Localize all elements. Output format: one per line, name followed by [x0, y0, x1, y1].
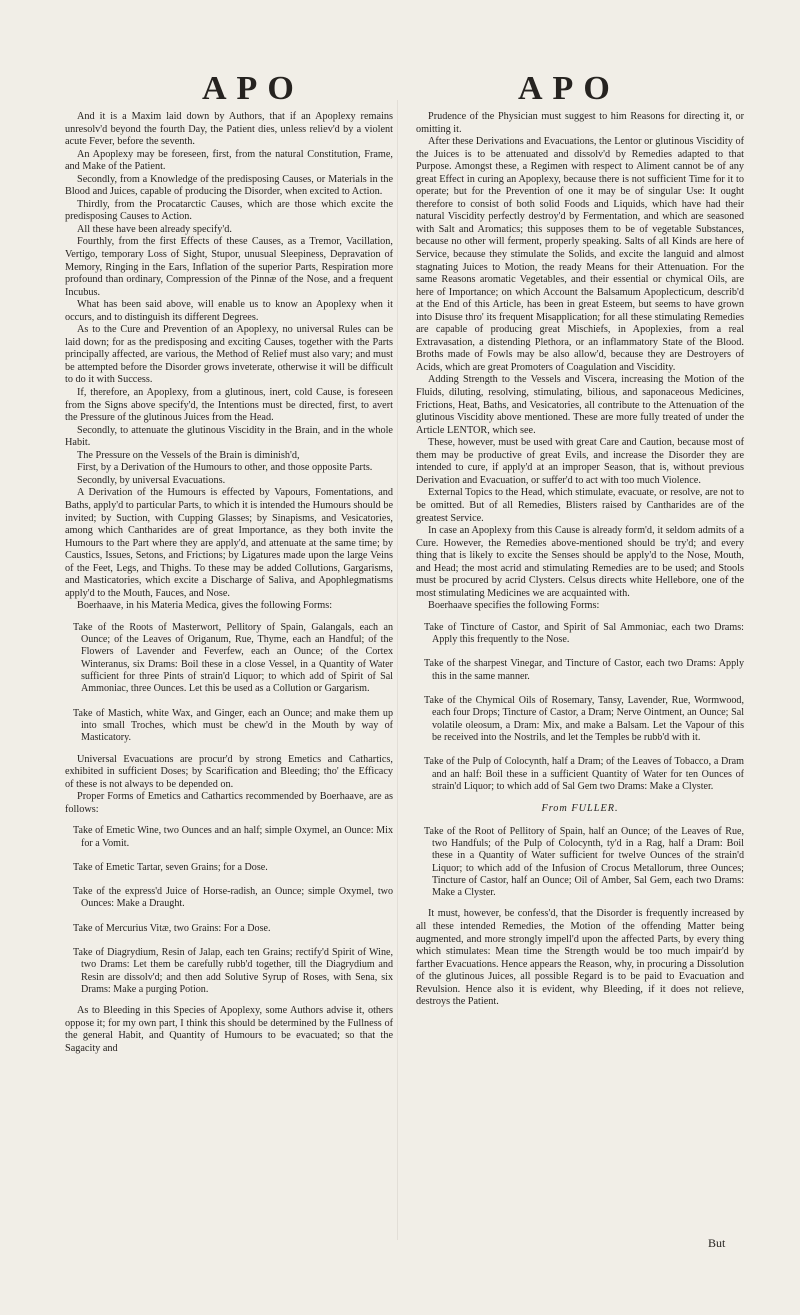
paragraph: What has been said above, will enable us to know an Apoplexy when it occurs, and to distinguish its different Degrees. [65, 299, 393, 323]
paragraph: These, however, must be used with great Care and Caution, because most of them may be productive of great Evils, and increase the Disorder they are intended to cure, if apply'd at an improper Season, that is, without previous Derivation and Evacuation, or suffer'd to act with too much Violence. [416, 437, 744, 486]
paragraph: Boerhaave, in his Materia Medica, gives the following Forms: [77, 600, 333, 612]
paragraph: Fourthly, from the first Effects of these Causes, as a Tremor, Vacillation, Vertigo, temporary Loss of Sight, Stupor, unusual Sleepiness, Depravation of Memory, Ringing in the Ears, Inflation of the superior Parts, Respiration more profound than ordinary, Compression of the Pinnæ of the Nose, and a frequent Incubus. [65, 236, 393, 298]
recipe-formula: Take of the sharpest Vinegar, and Tincture of Castor, each two Drams: Apply this in the same manner. [424, 658, 744, 682]
header-left-title: APO [202, 70, 304, 107]
section-gap [65, 996, 393, 1005]
left-column [65, 111, 393, 1055]
paragraph: Universal Evacuations are procur'd by strong Emetics and Cathartics, exhibited in sufficient Doses; by Scarification and Bleeding; tho' the Efficacy of these is not always to be depended on. [65, 753, 393, 790]
header-right-title: APO [518, 70, 620, 107]
recipe-formula: Take of the Pulp of Colocynth, half a Dram; of the Leaves of Tobacco, a Dram and an half: Boil these in a sufficient Quantity of Water for ten Ounces of strain'd Liquor; to which add of Sal Gem two Drams: Make a Clyster. [424, 756, 744, 792]
paragraph: Proper Forms of Emetics and Cathartics recommended by Boerhaave, are as follows: [65, 791, 393, 815]
paragraph: Boerhaave specifies the following Forms: [428, 600, 600, 612]
column-divider [397, 100, 398, 1240]
paragraph: It must, however, be confess'd, that the Disorder is frequently increased by all these intended Remedies, the Motion of the offending Matter being augmented, and more strongly impell'd upon the affected Parts, by every thing which stimulates: Mean time the Strength would be too much impair'd by farther Evacuations. Hence appears the Reason, why, in procuring a Dissolution of the glutinous Juices, all possible Regard is to be paid to Evacuation and Revulsion. Hence also it is evident, why Bleeding, if it does not relieve, destroys the Patient. [416, 908, 744, 1008]
paragraph: Secondly, by universal Evacuations. [77, 474, 226, 486]
recipe-formula: Take of the Roots of Masterwort, Pellitory of Spain, Galangals, each an Ounce; of the Leaves of Origanum, Rue, Thyme, each an Handful; of the Flowers of Lavender and Feverfew, each an Ounce; of the Cortex Winteranus, six Drams: Boil these in a close Vessel, in a Quantity of Water sufficient for three Pints of strain'd Liquor; to which add of Spirit of Sal Ammoniac, three Ounces. Let this be used as a Collution or Gargarism. [73, 621, 393, 695]
section-gap [65, 745, 393, 754]
paragraph: Thirdly, from the Procatarctic Causes, which are those which excite the predisposing Causes to Action. [65, 198, 393, 223]
paragraph: Secondly, to attenuate the glutinous Viscidity in the Brain, and in the whole Habit. [65, 424, 393, 449]
running-header [0, 70, 800, 114]
paragraph: And it is a Maxim laid down by Authors, that if an Apoplexy remains unresolv'd beyond the fourth Day, the Patient dies, unless reliev'd by a violent acute Fever, before the seventh. [65, 111, 393, 148]
paragraph: First, by a Derivation of the Humours to other, and those opposite Parts. [77, 462, 373, 474]
paragraph: After these Derivations and Evacuations, the Lentor or glutinous Viscidity of the Juices is to be attenuated and dissolv'd by Remedies adapted to that Purpose. Amongst these, a Regimen with respect to Aliment cannot be of any great Effect in curing an Apoplexy, because there is not sufficient Time for it to operate; but for the Prevention of one it may be of singular Use: It ought therefore to consist of both solid Foods and Liquids, which have had their natural Viscidity perfectly destroy'd by Fermentation, and which are seasoned with Salt and Aromatics; this supposes them to be of vegetable Substances, because no other will ferment, properly speaking. Salts of all Kinds are here of Service, because they stimulate the Solids, and excite the languid and almost stagnating Juices to Motion, the ready Means for their Attenuation. For the same Reasons aromatic Vegetables, and their essential or chymical Oils, are here of Importance; on which Account the Balsamum Apoplecticum, describ'd at the End of this Article, has been in great Esteem, but seems to have grown into Disuse thro' its frequent Misapplication; for all these stimulating Remedies are capable of producing great Mischiefs, in Apoplexies, from a real Extravasation, a distending Plethora, or an inflammatory State of the Blood. Broths made of Fowls may be also allow'd, because they are Destroyers of Acids, which are great Promoters of Coagulation and Viscidity. [416, 136, 744, 373]
right-column [416, 111, 744, 1009]
recipe-formula: Take of Diagrydium, Resin of Jalap, each ten Grains; rectify'd Spirit of Wine, two Drams: Let them be carefully rubb'd together, till the Diagrydium and Resin are dissolv'd; and then add Solutive Syrup of Roses, with Sena, six Drams: Make a purging Potion. [73, 947, 393, 995]
paragraph: All these have been already specify'd. [77, 223, 232, 235]
section-subhead: From FULLER. [541, 803, 619, 815]
catchword: But [708, 1236, 726, 1250]
recipe-formula: Take of the Root of Pellitory of Spain, half an Ounce; of the Leaves of Rue, two Handfuls; of the Pulp of Colocynth, ty'd in a Rag, half a Dram: Boil these in a Quantity of Water sufficient for twelve Ounces of the strain'd Liquor; to which add of the Infusion of Crocus Metallorum, three Ounces; Tincture of Castor, half an Ounce; Oil of Amber, Sal Gem, each two Drams: Make a Clyster. [424, 825, 744, 899]
recipe-formula: Take of Emetic Wine, two Ounces and an half; simple Oxymel, an Ounce: Mix for a Vomit. [73, 825, 393, 849]
recipe-formula: Take of the express'd Juice of Horse-radish, an Ounce; simple Oxymel, two Ounces: Make a Draught. [73, 886, 393, 910]
recipe-formula: Take of the Chymical Oils of Rosemary, Tansy, Lavender, Rue, Wormwood, each four Drops; Tincture of Castor, a Dram; Nerve Ointment, an Ounce; Sal volatile oleosum, a Dram: Mix, and make a Balsam. Let the Vapour of this be received into the Nostrils, and let the Temples be rubb'd with it. [424, 695, 744, 743]
section-gap [416, 899, 744, 908]
recipe-formula: Take of Tincture of Castor, and Spirit of Sal Ammoniac, each two Drams: Apply this frequently to the Nose. [424, 621, 744, 646]
paragraph: As to the Cure and Prevention of an Apoplexy, no universal Rules can be laid down; for as the predisposing and exciting Causes, together with the Parts principally affected, are various, the Method of Relief must also vary; and must be attempted before the Disorder grows inveterate, otherwise it will be difficult to do it with Success. [65, 324, 393, 386]
paragraph: Secondly, from a Knowledge of the predisposing Causes, or Materials in the Blood and Juices, capable of producing the Disorder, when excited to Action. [65, 173, 393, 198]
paragraph: In case an Apoplexy from this Cause is already form'd, it seldom admits of a Cure. However, the Remedies above-mentioned should be try'd; and every thing that is likely to excite the Senses should be apply'd to the Nose, Mouth, and Head; the most acrid and stimulating Remedies are to be used; and Stools must be procured by acrid Clysters. Celsus directs white Hellebore, one of the most stimulating Medicines we are acquainted with. [416, 525, 744, 599]
paragraph: External Topics to the Head, which stimulate, evacuate, or resolve, are not to be omitted. But of all Remedies, Blisters raised by Cantharides are of the greatest Service. [416, 487, 744, 524]
paragraph: If, therefore, an Apoplexy, from a glutinous, inert, cold Cause, is foreseen from the Signs above specify'd, the Intentions must be directed, first, to avert the Pressure of the glutinous Juices from the Head. [65, 387, 393, 424]
recipe-formula: Take of Mercurius Vitæ, two Grains: For a Dose. [73, 922, 271, 934]
paragraph: An Apoplexy may be foreseen, first, from the natural Constitution, Frame, and Make of the Patient. [65, 148, 393, 173]
recipe-formula: Take of Mastich, white Wax, and Ginger, each an Ounce; and make them up into small Troches, which must be chew'd in the Mouth by way of Masticatory. [73, 707, 393, 744]
paragraph: The Pressure on the Vessels of the Brain is diminish'd, [77, 449, 300, 461]
recipe-formula: Take of Emetic Tartar, seven Grains; for a Dose. [73, 861, 268, 873]
paragraph: Prudence of the Physician must suggest to him Reasons for directing it, or omitting it. [416, 111, 744, 135]
paragraph: A Derivation of the Humours is effected by Vapours, Fomentations, and Baths, apply'd to particular Parts, to which it is intended the Humours should be invited; by Suction, with Cupping Glasses; by Sinapisms, and Vesicatories, among which Cantharides are of great Importance, as they both invite the Humours to the Part where they are apply'd, and attenuate at the same time; by Caustics, Issues, Setons, and Frictions; by Ligatures made upon the large Veins of the Feet, Legs, and Thighs. To these may be added Collutions, Gargarisms, and Masticatories, which excite a Discharge of Saliva, and Apophlegmatisms apply'd to the Mouth, Fauces, and Nose. [65, 487, 393, 599]
paragraph: As to Bleeding in this Species of Apoplexy, some Authors advise it, others oppose it; for my own part, I think this should be determined by the Fullness of the general Habit, and Quantity of Humours to be evacuated; so that the Sagacity and [65, 1005, 393, 1054]
paragraph: Adding Strength to the Vessels and Viscera, increasing the Motion of the Fluids, diluting, resolving, stimulating, bilious, and saponaceous Medicines, Frictions, Heat, Baths, and Vesicatories, all contribute to the Attenuation of the glutinous Viscidity above mentioned. These are more fully treated of under the Article LENTOR, which see. [416, 374, 744, 436]
